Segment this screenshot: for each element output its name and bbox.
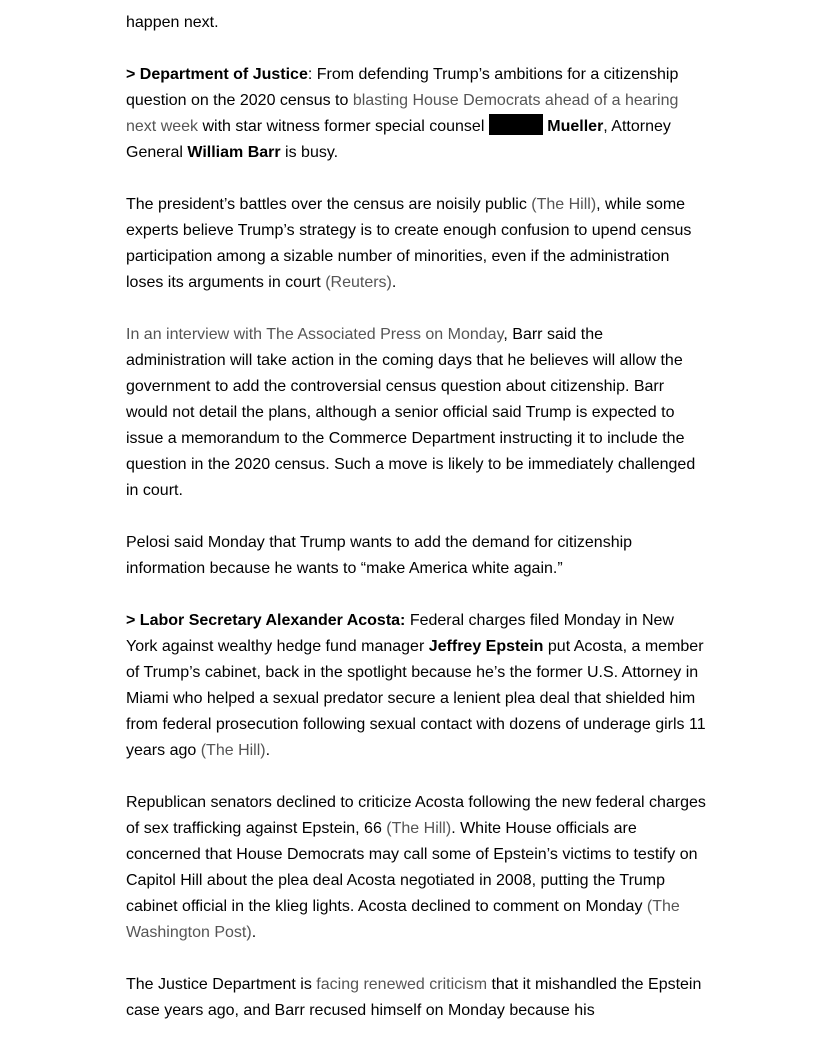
text-run: is busy. bbox=[280, 144, 339, 161]
link-reuters[interactable]: (Reuters) bbox=[325, 274, 392, 291]
bullet-marker: > bbox=[126, 66, 140, 83]
link-ap-interview[interactable]: In an interview with The Associated Press on Monday bbox=[126, 326, 504, 343]
name-mueller: Mueller bbox=[547, 118, 604, 135]
paragraph-justice-department bbox=[126, 972, 706, 1024]
text-run: Republican senators declined to criticize Acosta following the new federal charges of sex trafficking against Epstein, 66 bbox=[126, 794, 706, 837]
link-the-hill[interactable]: (The Hill) bbox=[531, 196, 597, 213]
paragraph-census-battles bbox=[126, 192, 706, 296]
name-william-barr: William Barr bbox=[187, 144, 281, 161]
paragraph-republican-senators bbox=[126, 790, 706, 946]
section-heading-doj: Department of Justice bbox=[139, 66, 308, 83]
text-run: . bbox=[251, 924, 257, 941]
text-run: . bbox=[391, 274, 397, 291]
text-run: Federal charges filed Monday in New York against wealthy hedge fund manager bbox=[126, 612, 674, 655]
text-run: , Attorney General bbox=[126, 118, 671, 161]
text-run: . White House officials are concerned that House Democrats may call some of Epstein’s victims to testify on Capitol Hill about the plea deal Acosta negotiated in 2008, putting the Trump cabinet official in the klieg lights. Acosta declined to comment on Monday bbox=[126, 820, 698, 915]
redaction-box bbox=[489, 114, 543, 135]
text-run: The president’s battles over the census are noisily public bbox=[126, 196, 532, 213]
name-jeffrey-epstein: Jeffrey Epstein bbox=[428, 638, 544, 655]
text-run: , while some experts believe Trump’s strategy is to create enough confusion to upend census participation among a sizable number of minorities, even if the administration loses its arguments in court bbox=[126, 196, 692, 291]
section-heading-acosta: Labor Secretary Alexander Acosta: bbox=[139, 612, 406, 629]
link-blasting-house-democrats[interactable]: blasting House Democrats ahead of a hearing next week bbox=[126, 92, 679, 135]
link-facing-renewed-criticism[interactable]: facing renewed criticism bbox=[316, 976, 488, 993]
paragraph-acosta bbox=[126, 608, 706, 764]
bullet-marker: > bbox=[126, 612, 140, 629]
link-the-hill[interactable]: (The Hill) bbox=[200, 742, 266, 759]
text-run: with star witness former special counsel bbox=[198, 118, 489, 135]
paragraph-barr-interview bbox=[126, 322, 706, 504]
paragraph-continuation bbox=[126, 10, 706, 36]
text-run: , Barr said the administration will take action in the coming days that he believes will allow the government to add the controversial census question about citizenship. Barr would not detail the plans, although a senior official said Trump is expected to issue a memorandum to the Commerce Department instructing it to include the question in the 2020 census. Such a move is likely to be immediately challenged in court. bbox=[126, 326, 696, 499]
text-run: put Acosta, a member of Trump’s cabinet, back in the spotlight because he’s the former U.S. Attorney in Miami who helped a sexual predator secure a lenient plea deal that shielded him from federal prosecution following sexual contact with dozens of underage girls 11 years ago bbox=[126, 638, 706, 759]
paragraph-doj bbox=[126, 62, 706, 166]
paragraph-pelosi bbox=[126, 530, 706, 582]
text-run: The Justice Department is bbox=[126, 976, 317, 993]
text-run: that it mishandled the Epstein case years ago, and Barr recused himself on Monday because his bbox=[126, 976, 702, 1019]
text-run: happen next. bbox=[126, 14, 219, 31]
text-run: . bbox=[265, 742, 271, 759]
text-run: : From defending Trump’s ambitions for a citizenship question on the 2020 census to bbox=[126, 66, 679, 109]
link-the-hill[interactable]: (The Hill) bbox=[386, 820, 452, 837]
link-washington-post[interactable]: (The Washington Post) bbox=[126, 898, 680, 941]
text-run: Pelosi said Monday that Trump wants to add the demand for citizenship information because he wants to “make America white again.” bbox=[126, 534, 633, 577]
article-body bbox=[126, 10, 706, 1050]
